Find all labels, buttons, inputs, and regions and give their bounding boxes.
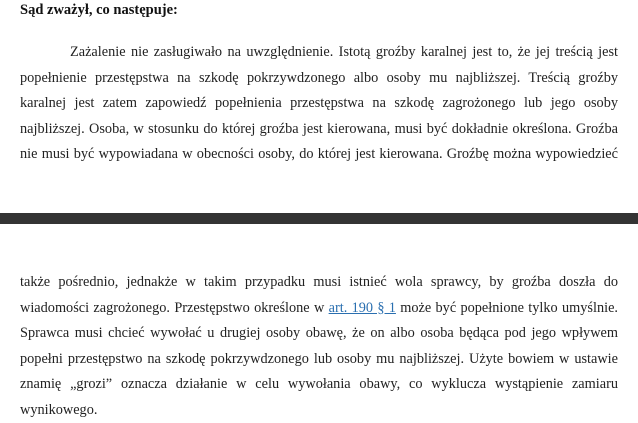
paragraph-line: znamię „grozi” oznacza działanie w celu wywołania obawy, co wyklucza wystąpienie zamiaru [20, 372, 618, 398]
paragraph-line: Sprawca musi chcieć wywołać u drugiej osoby obawę, że on albo osoba będąca pod jego wpływem [20, 321, 618, 347]
paragraph-line: nie musi być wypowiadana w obecności osoby, do której jest kierowana. Groźbę można wypowiedzieć [20, 142, 618, 168]
link-prefix-text: wiadomości zagrożonego. Przestępstwo określone w [20, 300, 329, 316]
statute-link-art-190[interactable]: art. 190 § 1 [329, 300, 396, 316]
paragraph-line-with-link [20, 296, 618, 322]
paragraph-line: popełnienie przestępstwa na szkodę pokrzywdzonego albo osoby mu najbliższej. Treścią groźby [20, 66, 618, 92]
paragraph-top [20, 40, 618, 168]
paragraph-line: karalnej jest zatem zapowiedź popełnienia przestępstwa na szkodę zagrożonego lub jego osoby [20, 91, 618, 117]
link-suffix-text: może być popełnione tylko umyślnie. [396, 300, 618, 316]
paragraph-line: Zażalenie nie zasługiwało na uwzględnienie. Istotą groźby karalnej jest to, że jej treścią jest [20, 40, 618, 66]
paragraph-line: popełni przestępstwo na szkodę pokrzywdzonego lub osoby mu najbliższej. Użyte bowiem w ustawie [20, 347, 618, 373]
paragraph-line: najbliższej. Osoba, w stosunku do której groźba jest kierowana, musi być dokładnie określona. Groźba [20, 117, 618, 143]
page-separator [0, 213, 638, 224]
paragraph-bottom [20, 270, 618, 423]
section-heading: Sąd zważył, co następuje: [20, 0, 178, 20]
paragraph-line: wynikowego. [20, 398, 618, 423]
paragraph-line: także pośrednio, jednakże w takim przypadku musi istnieć wola sprawcy, by groźba doszła do [20, 270, 618, 296]
